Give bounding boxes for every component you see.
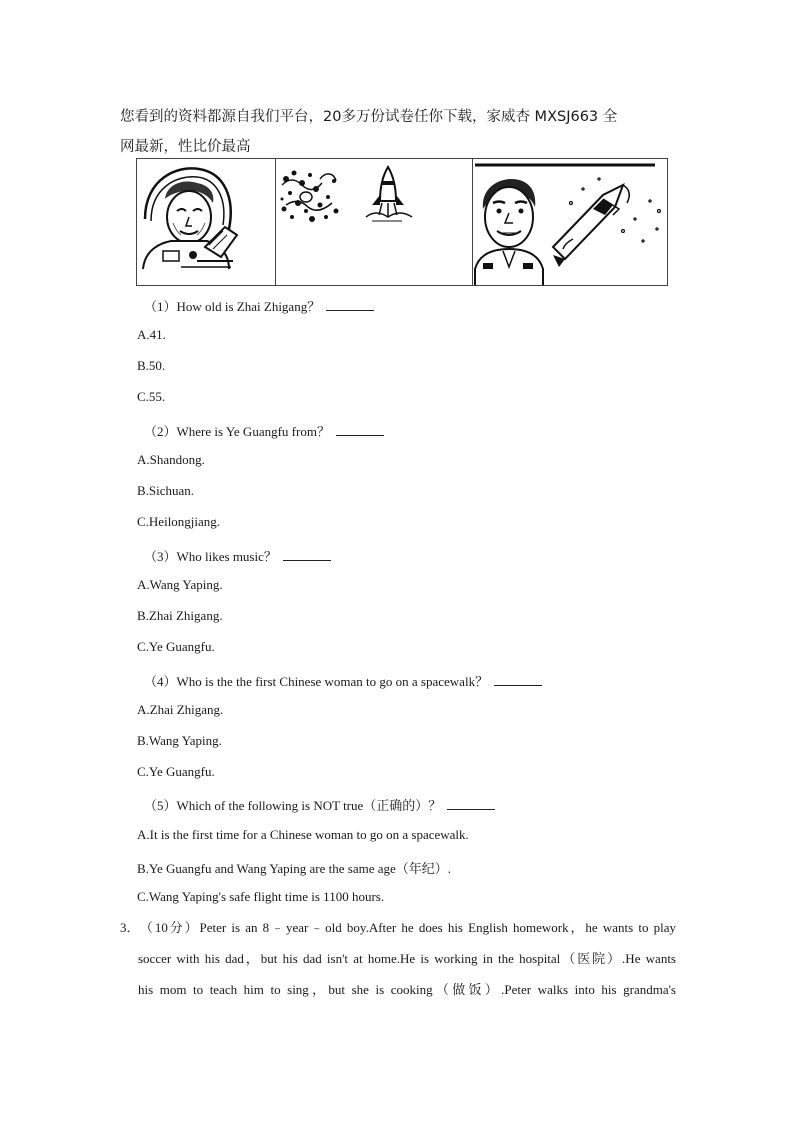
picture-rocket-launch xyxy=(275,159,471,285)
rocket-illustration xyxy=(276,159,471,285)
reading-passage xyxy=(120,912,676,1005)
answer-blank xyxy=(283,548,331,561)
question-text: （3）Who likes music？ xyxy=(144,549,277,564)
picture-ye-guangfu xyxy=(472,159,667,285)
option-c: C.Wang Yaping's safe flight time is 1100 hours. xyxy=(137,889,385,904)
answer-blank xyxy=(326,298,374,311)
option-a: A.Zhai Zhigang. xyxy=(137,702,224,717)
option-b: B.Zhai Zhigang. xyxy=(137,608,223,623)
question-text: （4）Who is the the first Chinese woman to go on a spacewalk？ xyxy=(144,674,489,689)
option-c: C.Ye Guangfu. xyxy=(137,764,215,779)
question-text: （2）Where is Ye Guangfu from？ xyxy=(144,424,330,439)
answer-blank xyxy=(336,423,384,436)
question-text: （1）How old is Zhai Zhigang？ xyxy=(144,299,321,314)
option-b: B.Wang Yaping. xyxy=(137,733,222,748)
option-c: C.Heilongjiang. xyxy=(137,514,221,529)
picture-table xyxy=(136,158,668,286)
question-prompt xyxy=(144,795,495,814)
option-a: A.Shandong. xyxy=(137,452,205,467)
option-a: A.41. xyxy=(137,327,166,342)
option-b: B.Sichuan. xyxy=(137,483,195,498)
option-b: B.Ye Guangfu and Wang Yaping are the same age（年纪）. xyxy=(137,861,452,876)
question-number: 3． xyxy=(120,920,140,935)
option-c: C.55. xyxy=(137,389,166,404)
question-prompt xyxy=(144,296,374,315)
passage-line-1 xyxy=(120,912,676,943)
answer-blank xyxy=(494,673,542,686)
passage-line-2: soccer with his dad，but his dad isn't at home.He is working in the hospital（医院）.He wants xyxy=(138,951,676,966)
question-text: （5）Which of the following is NOT true（正确的）？ xyxy=(144,798,442,813)
option-c: C.Ye Guangfu. xyxy=(137,639,215,654)
passage-line-3: his mom to teach him to sing，but she is cooking（做饭）.Peter walks into his grandma's xyxy=(138,982,676,997)
question-prompt xyxy=(144,546,331,565)
question-prompt xyxy=(144,671,542,690)
astronaut-illustration-1 xyxy=(137,159,275,285)
passage-line-1-text: （10分）Peter is an 8﹣year﹣old boy.After he does his English homework，he wants to play xyxy=(138,920,676,935)
answer-blank xyxy=(447,797,495,810)
option-a: A.Wang Yaping. xyxy=(137,577,223,592)
header-line-1: 您看到的资料都源自我们平台，20多万份试卷任你下载，家威杏 MXSJ663 全 xyxy=(120,109,618,125)
astronaut-illustration-2 xyxy=(473,159,667,285)
header-line-2: 网最新，性比价最高 xyxy=(120,139,251,155)
question-prompt xyxy=(144,421,384,440)
option-a: A.It is the first time for a Chinese woman to go on a spacewalk. xyxy=(137,827,469,842)
page-header-note xyxy=(120,102,680,162)
option-b: B.50. xyxy=(137,358,166,373)
picture-zhai-zhigang xyxy=(137,159,275,285)
